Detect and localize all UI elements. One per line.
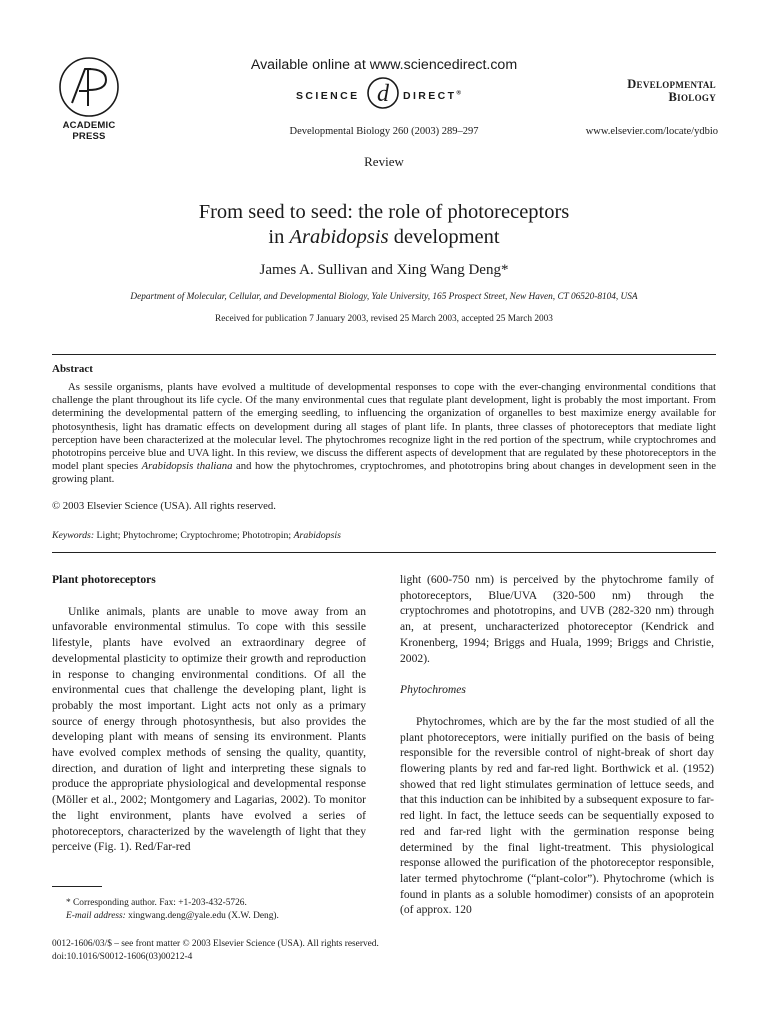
abstract-top-rule — [52, 354, 716, 355]
authors: James A. Sullivan and Xing Wang Deng* — [259, 262, 509, 278]
journal-name — [580, 78, 716, 104]
article-type: Review — [364, 154, 404, 169]
right-column-paragraph: Phytochromes, which are by the far the most studied of all the plant photoreceptors, were initially purified on the basis of being responsible for the reversible control of night-break of short day flowering plants by red and far-red light. Borthwick et al. (1952) showed that red light stimulates germination of lettuce seeds, and that this induction can be inhibited by a subsequent exposure to far-red light. In fact, the lettuce seeds can be sequentially exposed to red and far-red light with the germination response being determined by the final light-treatment. This physiological response allowed the purification of the photoreceptor responsible, later termed phytochrome (“plant-color”). Phytochrome (which is found in plants as a soluble homodimer) consists of an apoprotein (of approx. 120 — [400, 714, 714, 917]
keywords-label: Keywords: — [52, 530, 95, 541]
publisher-name — [50, 120, 128, 142]
right-column-continuation: light (600-750 nm) is perceived by the phytochrome family of photoreceptors, Blue/UVA (320-500 nm) through the cryptochromes and phototropins, and UVB (282-320 nm) through an, at present, uncharacterized photoreceptor (Kendrick and Kronenberg, 1994; Briggs and Huala, 1999; Briggs and Christie, 2002). — [400, 573, 714, 665]
abstract-text-part-2: and how the phytochromes, cryptochromes, and phototropins bring about changes in development seen in the growing plant. — [52, 460, 716, 486]
sciencedirect-logo — [296, 80, 496, 112]
article-title — [60, 200, 708, 250]
abstract-heading: Abstract — [52, 363, 93, 375]
abstract-text-part-1: As sessile organisms, plants have evolved a multitude of developmental responses to cope with the ever-changing environmental conditions that challenge the plant throughout its life cycle. Of the many environmental cues that regulate plant development, light is probably the most important. From determining the developmental pattern of the emerging seedling, to influencing the organization of organelles to best maximize energy available for photosynthesis, light has dramatic effects on development during all stages of plant life. In plants, three classes of photoreceptors that mediate light perception have been characterized at the molecular level. The phytochromes recognize light in the red portion of the spectrum, while cryptochromes and phototropins perceive blue and UVA light. In this review, we discuss the different aspects of development that are regulated by these photoreceptors in the model plant species — [52, 381, 716, 473]
abstract-bottom-rule — [52, 552, 716, 553]
abstract-species-italic: Arabidopsis thaliana — [141, 460, 233, 473]
issn-line: 0012-1606/03/$ – see front matter © 2003 Elsevier Science (USA). All rights reserved. — [52, 939, 379, 949]
received-dates: Received for publication 7 January 2003, revised 25 March 2003, accepted 25 March 2003 — [215, 314, 553, 324]
publisher-line-1: ACADEMIC — [62, 120, 116, 131]
journal-reference: Developmental Biology 260 (2003) 289–297 — [289, 126, 479, 137]
keywords-text: Light; Phytochrome; Cryptochrome; Phototropin; — [94, 530, 294, 541]
email-label: E-mail address: — [66, 911, 126, 921]
footnote-rule — [52, 886, 102, 887]
subsection-heading-phytochromes: Phytochromes — [400, 683, 466, 697]
journal-name-line-2: Biology — [668, 90, 716, 104]
keywords — [52, 530, 716, 541]
sd-at-icon — [366, 76, 400, 115]
section-heading-plant-photoreceptors: Plant photoreceptors — [52, 573, 156, 586]
abstract-text — [52, 381, 716, 487]
abstract-paragraph — [52, 381, 716, 487]
sd-direct-text — [403, 90, 461, 102]
title-line-2-suffix: development — [388, 226, 500, 248]
svg-text:d: d — [377, 81, 389, 107]
available-online: Available online at www.sciencedirect.com — [250, 57, 518, 73]
journal-name-line-1: Developmental — [627, 77, 716, 91]
journal-url[interactable]: www.elsevier.com/locate/ydbio — [585, 126, 718, 137]
sd-registered-mark: ® — [456, 90, 461, 97]
title-line-1: From seed to seed: the role of photoreceptors — [198, 201, 570, 223]
left-column-paragraph: Unlike animals, plants are unable to move away from an unfavorable environmental stimulus. To cope with this sessile lifestyle, plants have evolved an extraordinary degree of developmental plasticity to optimize their growth and reproduction in response to changing environmental conditions. Of all the environmental cues that challenge the developing plant, light is probably the most important. Light acts not only as a primary source of energy through photosynthesis, but also provides the developing plant with means of sensing its environment. Plants have evolved complex methods of sensing the quality, quantity, direction, and duration of light and interpreting these signals to produce the appropriate physiological and developmental response (Möller et al., 2002; Montgomery and Lagarias, 2002). To monitor the light environment, plants have evolved a series of photoreceptors, characterized by the wavelength of light that they perceive (Fig. 1). Red/Far-red — [52, 604, 366, 854]
abstract-copyright: © 2003 Elsevier Science (USA). All rights reserved. — [52, 500, 276, 512]
footnote — [52, 897, 382, 923]
corresponding-author: * Corresponding author. Fax: +1-203-432-5726. — [66, 898, 247, 908]
publisher-line-2: PRESS — [72, 131, 106, 142]
title-line-2-italic: Arabidopsis — [289, 226, 389, 248]
right-column — [400, 572, 714, 918]
title-line-2 — [60, 225, 708, 250]
keywords-italic: Arabidopsis — [293, 530, 341, 541]
affiliation: Department of Molecular, Cellular, and Developmental Biology, Yale University, 165 Prospect Street, New Haven, CT 06520-8104, USA — [130, 292, 638, 302]
sd-direct-label: DIRECT — [403, 90, 457, 102]
left-column — [52, 572, 366, 855]
title-line-2-prefix: in — [268, 226, 290, 248]
doi-line[interactable]: doi:10.1016/S0012-1606(03)00212-4 — [52, 952, 193, 962]
sd-science-text: SCIENCE — [296, 90, 360, 102]
email-line — [52, 910, 382, 923]
academic-press-logo-icon — [58, 56, 120, 118]
email-text[interactable]: xingwang.deng@yale.edu (X.W. Deng). — [125, 911, 279, 921]
bottom-info — [52, 938, 652, 964]
publisher-logo — [50, 56, 128, 142]
